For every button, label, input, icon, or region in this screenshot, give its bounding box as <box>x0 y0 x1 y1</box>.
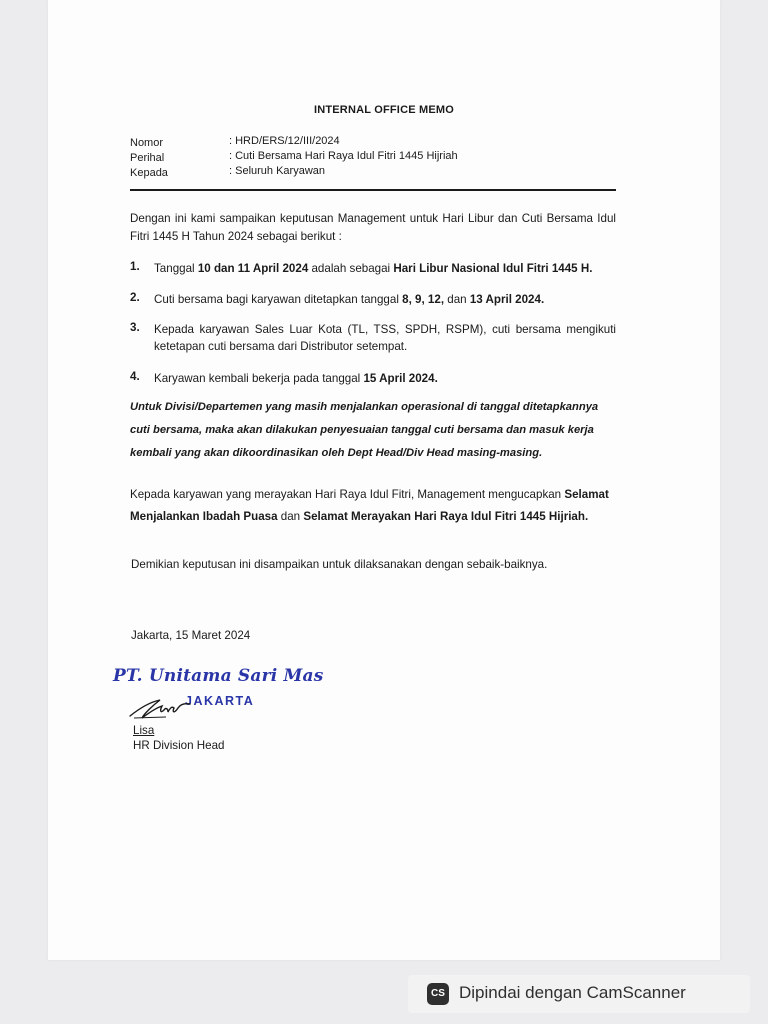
item-4-number: 4. <box>130 370 140 383</box>
item-2-text-part-2: 8, 9, 12, <box>402 293 445 306</box>
item-1-number: 1. <box>130 260 140 273</box>
header-label-perihal: Perihal <box>130 152 165 164</box>
greeting-selamat: Selamat <box>564 488 609 501</box>
item-2-number: 2. <box>130 291 140 304</box>
header-value-kepada: : Seluruh Karyawan <box>229 165 325 177</box>
item-1-text-part-2: 10 dan 11 April 2024 <box>197 262 309 275</box>
operational-note-line-3: kembali yang akan dikoordinasikan oleh Dept Head/Div Head masing-masing. <box>130 447 543 459</box>
greeting-text: Kepada karyawan yang merayakan Hari Raya Idul Fitri, Management mengucapkan <box>130 488 565 501</box>
item-2-text-part-3: dan <box>444 293 470 306</box>
camscanner-label: Dipindai dengan CamScanner <box>459 983 686 1002</box>
item-3-text-part-1: Kepada karyawan Sales Luar Kota (TL, TSS, SPDH, RSPM), cuti bersama mengikuti ketetapan cuti bersama dari Distributor setempat. <box>154 323 616 353</box>
item-1-text-part-3: adalah sebagai <box>308 262 394 275</box>
camscanner-logo-icon: CS <box>427 983 449 1005</box>
signature-image <box>126 694 196 722</box>
header-divider <box>130 189 616 191</box>
item-1-text <box>154 260 616 277</box>
header-label-nomor: Nomor <box>130 137 164 149</box>
item-4-text-part-2: 15 April 2024. <box>363 372 438 385</box>
item-2-text-part-1: Cuti bersama bagi karyawan ditetapkan tanggal <box>154 293 403 306</box>
header-value-nomor: : HRD/ERS/12/III/2024 <box>229 135 340 147</box>
signer-title: HR Division Head <box>133 739 225 752</box>
place-date: Jakarta, 15 Maret 2024 <box>131 629 251 642</box>
greeting-puasa: Menjalankan Ibadah Puasa <box>130 510 278 523</box>
header-value-perihal: : Cuti Bersama Hari Raya Idul Fitri 1445 Hijriah <box>229 150 458 162</box>
item-4-text <box>154 370 616 387</box>
greeting-idul-fitri: Selamat Merayakan Hari Raya Idul Fitri 1445 Hijriah. <box>303 510 589 523</box>
item-3-text <box>154 321 616 355</box>
signer-name: Lisa <box>133 724 155 737</box>
intro-paragraph: Dengan ini kami sampaikan keputusan Management untuk Hari Libur dan Cuti Bersama Idul Fitri 1445 H Tahun 2024 sebagai berikut : <box>130 212 616 243</box>
camscanner-badge <box>408 975 750 1013</box>
header-label-kepada: Kepada <box>130 167 168 179</box>
greeting-paragraph <box>130 484 616 528</box>
stamp-city: JAKARTA <box>185 694 255 708</box>
operational-note <box>130 396 616 465</box>
item-1-text-part-4: Hari Libur Nasional Idul Fitri 1445 H. <box>393 262 593 275</box>
operational-note-line-1: Untuk Divisi/Departemen yang masih menjalankan operasional di tanggal ditetapkannya <box>130 401 599 413</box>
item-3-number: 3. <box>130 321 140 334</box>
operational-note-line-2: cuti bersama, maka akan dilakukan penyesuaian tanggal cuti bersama dan masuk kerja <box>130 424 594 436</box>
closing-sentence: Demikian keputusan ini disampaikan untuk dilaksanakan dengan sebaik-baiknya. <box>131 558 548 571</box>
item-4-text-part-1: Karyawan kembali bekerja pada tanggal <box>154 372 364 385</box>
greeting-conjunction: dan <box>277 510 304 523</box>
item-1-text-part-1: Tanggal <box>154 262 198 275</box>
item-2-text-part-4: 13 April 2024. <box>469 293 545 306</box>
item-2-text <box>154 291 616 308</box>
memo-title: INTERNAL OFFICE MEMO <box>313 104 455 116</box>
stamp-company-name: PT. Unitama Sari Mas <box>113 666 324 686</box>
